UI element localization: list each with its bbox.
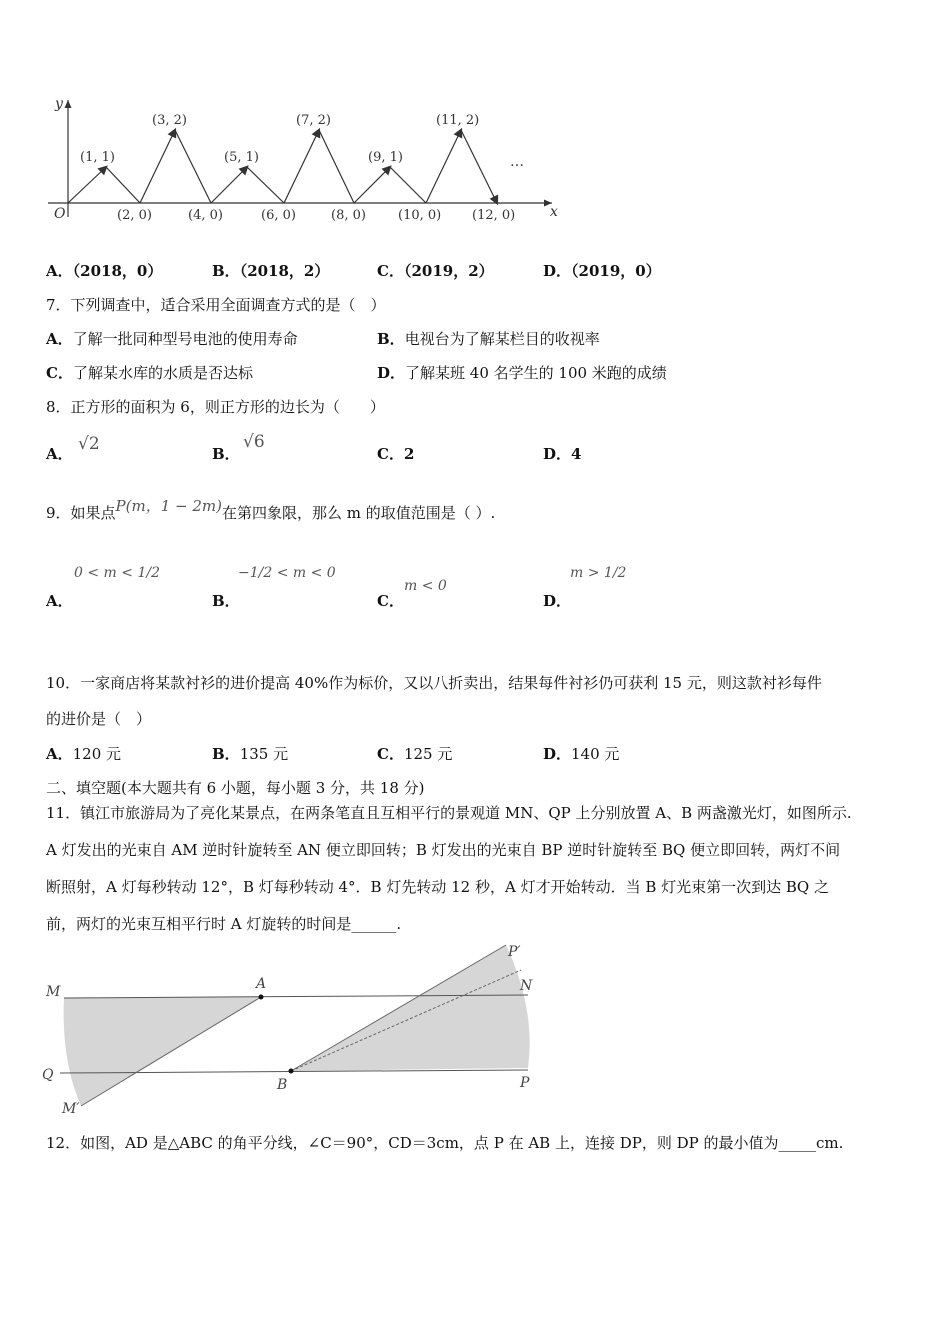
- point-b: [289, 1069, 294, 1074]
- q7-stem: 7．下列调查中，适合采用全面调查方式的是（ ）: [46, 296, 386, 314]
- q12-text: 12．如图，AD 是△ABC 的角平分线，∠C＝90°，CD＝3cm，点 P 在 AB 上，连接 DP，则 DP 的最小值为_____cm.: [46, 1134, 844, 1152]
- sector-b: [291, 945, 530, 1071]
- section-title: 二、填空题(本大题共有 6 小题，每小题 3 分，共 18 分): [46, 779, 425, 797]
- q7-option-d: D．了解某班 40 名学生的 100 米跑的成绩: [377, 364, 667, 382]
- q11-line3: 断照射，A 灯每秒转动 12°，B 灯每秒转动 4°．B 灯先转动 12 秒，A 灯才开始转动．当 B 灯光束第一次到达 BQ 之: [46, 878, 829, 896]
- label-p-prime: P′: [508, 944, 521, 960]
- label-m-prime: M′: [62, 1101, 80, 1117]
- q9-option-a-value: 0 < m < 1/2: [74, 565, 160, 581]
- sector-a: [64, 997, 261, 1106]
- q10-option-b: B．135 元: [212, 745, 289, 763]
- q9-stem: 9．如果点P(m，1 − 2m)在第四象限，那么 m 的取值范围是（ ）.: [46, 497, 496, 522]
- point-label: (7, 2): [296, 113, 331, 128]
- q7-option-a: A．了解一批同种型号电池的使用寿命: [46, 330, 298, 348]
- origin-label: O: [54, 206, 66, 222]
- q7-option-b: B．电视台为了解某栏目的收视率: [377, 330, 600, 348]
- q8-option-a-letter: A．: [46, 445, 73, 463]
- q8-option-b-value: √6: [243, 432, 265, 452]
- q6-option-b: B．（2018，2）: [212, 262, 330, 280]
- point-label: (3, 2): [152, 113, 187, 128]
- q11-line2: A 灯发出的光束自 AM 逆时针旋转至 AN 便立即回转；B 灯发出的光束自 BP 逆时针旋转至 BQ 便立即回转，两灯不间: [46, 841, 841, 859]
- label-b: B: [277, 1077, 288, 1093]
- q10-line2: 的进价是（ ）: [46, 710, 152, 728]
- q6-option-a: A．（2018，0）: [46, 262, 163, 280]
- q11-line1: 11．镇江市旅游局为了亮化某景点，在两条笔直且互相平行的景观道 MN、QP 上分别放置 A、B 两盏激光灯，如图所示.: [46, 804, 852, 822]
- label-n: N: [520, 978, 533, 994]
- point-label: (4, 0): [188, 208, 223, 223]
- x-axis-label: x: [550, 204, 558, 220]
- point-label: (5, 1): [224, 150, 259, 165]
- light-beam-figure: [36, 940, 546, 1118]
- q6-option-d: D．（2019，0）: [543, 262, 661, 280]
- point-label: (8, 0): [331, 208, 366, 223]
- q8-option-a-value: √2: [78, 434, 100, 454]
- q9-option-c-letter: C．: [377, 592, 404, 610]
- ellipsis: …: [510, 154, 524, 170]
- q7-option-c: C．了解某水库的水质是否达标: [46, 364, 253, 382]
- point-label: (9, 1): [368, 150, 403, 165]
- q8-option-c: C．2: [377, 445, 415, 463]
- label-q: Q: [42, 1067, 54, 1083]
- point-a: [259, 995, 264, 1000]
- q9-option-c-value: m < 0: [404, 578, 447, 594]
- q8-option-b-letter: B．: [212, 445, 240, 463]
- point-label: (6, 0): [261, 208, 296, 223]
- q10-option-a: A．120 元: [46, 745, 122, 763]
- q11-line4: 前，两灯的光束互相平行时 A 灯旋转的时间是______.: [46, 915, 402, 933]
- zigzag-graph: [40, 92, 570, 227]
- point-label: (12, 0): [472, 208, 516, 223]
- q10-line1: 10．一家商店将某款衬衫的进价提高 40%作为标价，又以八折卖出，结果每件衬衫仍可获利 15 元，则这款衬衫每件: [46, 674, 822, 692]
- q9-option-d-value: m > 1/2: [570, 565, 627, 581]
- point-label: (1, 1): [80, 150, 115, 165]
- y-axis-label: y: [55, 96, 63, 112]
- point-label: (11, 2): [436, 113, 480, 128]
- q6-option-c: C．（2019，2）: [377, 262, 494, 280]
- label-m: M: [46, 984, 61, 1000]
- label-a: A: [256, 976, 267, 992]
- q9-option-b-letter: B．: [212, 592, 240, 610]
- q8-stem: 8．正方形的面积为 6，则正方形的边长为（ ）: [46, 398, 385, 416]
- q9-option-a-letter: A．: [46, 592, 73, 610]
- q10-option-c: C．125 元: [377, 745, 453, 763]
- point-label: (2, 0): [117, 208, 152, 223]
- q9-option-d-letter: D．: [543, 592, 572, 610]
- label-p: P: [520, 1075, 530, 1091]
- point-label: (10, 0): [398, 208, 442, 223]
- q8-option-d: D．4: [543, 445, 582, 463]
- q10-option-d: D．140 元: [543, 745, 620, 763]
- q9-option-b-value: −1/2 < m < 0: [238, 565, 336, 581]
